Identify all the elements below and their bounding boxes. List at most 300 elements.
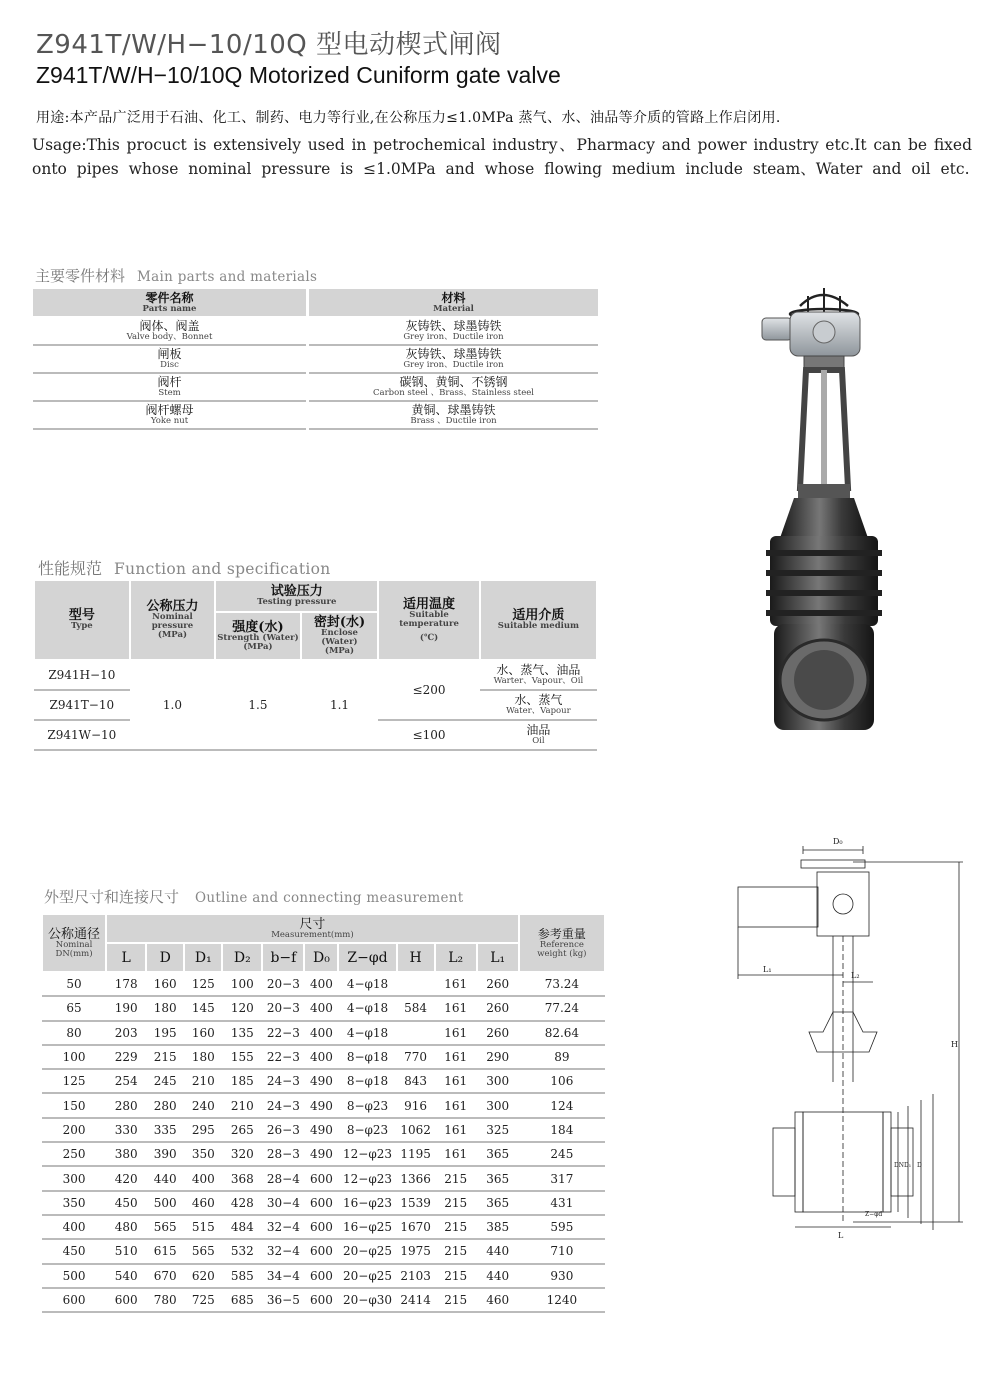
cell-dn: 350 bbox=[42, 1191, 106, 1215]
cell-l: 600 bbox=[106, 1288, 146, 1312]
cell-d2: 532 bbox=[222, 1239, 262, 1263]
dimensions-table bbox=[41, 913, 606, 1313]
cell-l: 178 bbox=[106, 972, 146, 996]
label-zphid: Z−φd bbox=[865, 1211, 883, 1218]
header-cn: 适用温度 bbox=[403, 596, 456, 612]
header-unit: (MPa) bbox=[243, 641, 273, 652]
col-header-zphid: Z−φd bbox=[338, 943, 396, 972]
func-section-title-cn: 性能规范 bbox=[38, 559, 103, 578]
header-cn: 尺寸 bbox=[299, 916, 326, 932]
header-cn: 零件名称 bbox=[145, 290, 194, 305]
medium-cell bbox=[480, 690, 597, 720]
cell-d: 780 bbox=[146, 1288, 184, 1312]
part-material-en: Grey iron、Ductile iron bbox=[403, 332, 504, 342]
func-header-testing bbox=[215, 580, 378, 612]
cell-l1: 325 bbox=[477, 1118, 519, 1142]
cell-l: 420 bbox=[106, 1166, 146, 1190]
cell-l2: 215 bbox=[435, 1288, 477, 1312]
cell-l: 229 bbox=[106, 1045, 146, 1069]
cell-d0: 490 bbox=[304, 1142, 338, 1166]
cell-h: 1975 bbox=[397, 1239, 435, 1263]
part-name-cn: 阀杆螺母 bbox=[145, 403, 194, 417]
table-row bbox=[42, 1021, 605, 1045]
cell-l1: 260 bbox=[477, 996, 519, 1020]
cell-d2: 585 bbox=[222, 1264, 262, 1288]
cell-d1: 160 bbox=[184, 1021, 222, 1045]
col-header-h: H bbox=[397, 943, 435, 972]
cell-dn: 400 bbox=[42, 1215, 106, 1239]
cell-h: 916 bbox=[397, 1093, 435, 1117]
part-name-en: Stem bbox=[158, 388, 181, 398]
cell-d0: 600 bbox=[304, 1191, 338, 1215]
cell-d0: 490 bbox=[304, 1093, 338, 1117]
type-cell: Z941W−10 bbox=[34, 720, 130, 750]
table-row bbox=[42, 1142, 605, 1166]
part-material-cn: 灰铸铁、球墨铸铁 bbox=[405, 319, 502, 333]
usage-text-en-line1: Usage:This procuct is extensively used in petrochemical industry、Pharmacy and power industry etc.It can be fixed bbox=[32, 136, 972, 154]
cell-weight: 82.64 bbox=[519, 1021, 605, 1045]
cell-h: 1366 bbox=[397, 1166, 435, 1190]
enclose-cell: 1.1 bbox=[301, 660, 379, 750]
header-cn: 材料 bbox=[441, 290, 466, 305]
label-l: L bbox=[838, 1231, 844, 1240]
header-en: Reference bbox=[539, 939, 584, 950]
cell-l: 540 bbox=[106, 1264, 146, 1288]
cell-d1: 295 bbox=[184, 1118, 222, 1142]
cell-d2: 120 bbox=[222, 996, 262, 1020]
cell-l1: 260 bbox=[477, 972, 519, 996]
cell-zphid: 8−φ23 bbox=[338, 1118, 396, 1142]
cell-d1: 210 bbox=[184, 1069, 222, 1093]
cell-d: 335 bbox=[146, 1118, 184, 1142]
cell-bf: 32−4 bbox=[262, 1239, 304, 1263]
parts-header-material bbox=[308, 289, 599, 317]
table-row bbox=[42, 1069, 605, 1093]
cell-d2: 210 bbox=[222, 1093, 262, 1117]
col-header-d1: D₁ bbox=[184, 943, 222, 972]
parts-header-name bbox=[33, 289, 308, 317]
cell-l2: 215 bbox=[435, 1191, 477, 1215]
dims-table-body bbox=[42, 972, 605, 1312]
table-row bbox=[42, 1215, 605, 1239]
table-row bbox=[33, 345, 598, 373]
cell-weight: 106 bbox=[519, 1069, 605, 1093]
cell-dn: 150 bbox=[42, 1093, 106, 1117]
cell-dn: 600 bbox=[42, 1288, 106, 1312]
label-d1: D₁ bbox=[904, 1162, 912, 1169]
cell-d: 500 bbox=[146, 1191, 184, 1215]
parts-section-title-en: Main parts and materials bbox=[137, 269, 318, 285]
cell-zphid: 8−φ18 bbox=[338, 1069, 396, 1093]
valve-photo bbox=[760, 288, 885, 733]
part-material-cell bbox=[308, 373, 599, 401]
header-cn: 适用介质 bbox=[512, 608, 565, 623]
cell-weight: 710 bbox=[519, 1239, 605, 1263]
part-name-cn: 阀杆 bbox=[157, 375, 182, 389]
cell-h bbox=[397, 1021, 435, 1045]
table-row bbox=[34, 660, 597, 690]
part-material-en: Carbon steel 、Brass、Stainless steel bbox=[373, 388, 534, 398]
cell-d1: 145 bbox=[184, 996, 222, 1020]
nominal-cell: 1.0 bbox=[130, 660, 216, 750]
table-row bbox=[42, 996, 605, 1020]
cell-d: 195 bbox=[146, 1021, 184, 1045]
cell-l1: 260 bbox=[477, 1021, 519, 1045]
header-en: Material bbox=[433, 303, 474, 314]
parts-section-title bbox=[35, 265, 317, 286]
medium-cn: 水、蒸气 bbox=[514, 693, 563, 707]
cell-zphid: 16−φ25 bbox=[338, 1215, 396, 1239]
cell-zphid: 12−φ23 bbox=[338, 1166, 396, 1190]
strength-cell: 1.5 bbox=[215, 660, 301, 750]
cell-dn: 80 bbox=[42, 1021, 106, 1045]
cell-h: 770 bbox=[397, 1045, 435, 1069]
cell-zphid: 16−φ23 bbox=[338, 1191, 396, 1215]
table-row bbox=[33, 317, 598, 345]
header-en: Nominal bbox=[55, 939, 93, 950]
cell-d1: 350 bbox=[184, 1142, 222, 1166]
cell-d2: 155 bbox=[222, 1045, 262, 1069]
part-name-cell bbox=[33, 373, 308, 401]
cell-bf: 36−5 bbox=[262, 1288, 304, 1312]
cell-zphid: 20−φ25 bbox=[338, 1239, 396, 1263]
cell-d2: 484 bbox=[222, 1215, 262, 1239]
cell-h: 2103 bbox=[397, 1264, 435, 1288]
cell-d: 565 bbox=[146, 1215, 184, 1239]
cell-zphid: 8−φ23 bbox=[338, 1093, 396, 1117]
func-header-type bbox=[34, 580, 130, 660]
cell-bf: 24−3 bbox=[262, 1069, 304, 1093]
header-en: Suitable temperature bbox=[399, 609, 459, 629]
cell-d2: 185 bbox=[222, 1069, 262, 1093]
label-dn: DN bbox=[894, 1162, 905, 1169]
part-name-cn: 闸板 bbox=[157, 347, 182, 361]
cell-bf: 22−3 bbox=[262, 1045, 304, 1069]
medium-en: Warter、Vapour、Oil bbox=[493, 676, 584, 686]
cell-weight: 77.24 bbox=[519, 996, 605, 1020]
cell-l: 190 bbox=[106, 996, 146, 1020]
cell-l2: 215 bbox=[435, 1239, 477, 1263]
medium-en: Oil bbox=[532, 736, 545, 746]
cell-d0: 600 bbox=[304, 1288, 338, 1312]
cell-l1: 365 bbox=[477, 1142, 519, 1166]
cell-d: 215 bbox=[146, 1045, 184, 1069]
header-cn: 强度(水) bbox=[232, 619, 284, 635]
cell-l: 280 bbox=[106, 1093, 146, 1117]
cell-l1: 365 bbox=[477, 1191, 519, 1215]
col-header-l: L bbox=[106, 943, 146, 972]
func-header-temp bbox=[378, 580, 480, 660]
table-row bbox=[42, 1045, 605, 1069]
medium-cell bbox=[480, 720, 597, 750]
cell-weight: 595 bbox=[519, 1215, 605, 1239]
cell-l1: 365 bbox=[477, 1166, 519, 1190]
part-material-cell bbox=[308, 345, 599, 373]
label-d0: D₀ bbox=[833, 837, 843, 846]
cell-h: 584 bbox=[397, 996, 435, 1020]
cell-d: 390 bbox=[146, 1142, 184, 1166]
cell-d: 615 bbox=[146, 1239, 184, 1263]
header-en: Strength (Water) bbox=[217, 632, 299, 643]
part-material-cn: 碳钢、黄铜、不锈钢 bbox=[399, 375, 508, 389]
dims-header-weight bbox=[519, 914, 605, 972]
func-header-strength bbox=[215, 612, 301, 660]
cell-d2: 135 bbox=[222, 1021, 262, 1045]
part-material-cell bbox=[308, 317, 599, 345]
table-row bbox=[42, 1288, 605, 1312]
cell-l1: 385 bbox=[477, 1215, 519, 1239]
header-en: Measurement(mm) bbox=[271, 929, 354, 940]
cell-l1: 460 bbox=[477, 1288, 519, 1312]
cell-l2: 161 bbox=[435, 1093, 477, 1117]
cell-bf: 26−3 bbox=[262, 1118, 304, 1142]
medium-cn: 油品 bbox=[526, 723, 551, 737]
cell-dn: 450 bbox=[42, 1239, 106, 1263]
cell-d0: 600 bbox=[304, 1239, 338, 1263]
parts-header-row bbox=[33, 289, 598, 317]
medium-cell bbox=[480, 660, 597, 690]
label-l1: L₁ bbox=[763, 965, 772, 974]
header-unit: (℃) bbox=[419, 632, 439, 643]
cell-weight: 930 bbox=[519, 1264, 605, 1288]
part-name-cell bbox=[33, 401, 308, 429]
dims-header-measurement bbox=[106, 914, 519, 943]
cell-h: 1062 bbox=[397, 1118, 435, 1142]
cell-dn: 500 bbox=[42, 1264, 106, 1288]
table-row bbox=[33, 401, 598, 429]
part-material-cn: 灰铸铁、球墨铸铁 bbox=[405, 347, 502, 361]
cell-d1: 240 bbox=[184, 1093, 222, 1117]
cell-l1: 290 bbox=[477, 1045, 519, 1069]
cell-bf: 28−3 bbox=[262, 1142, 304, 1166]
usage-text-cn: 用途:本产品广泛用于石油、化工、制药、电力等行业,在公称压力≤1.0MPa 蒸气、水、油品等介质的管路上作启闭用. bbox=[36, 110, 781, 126]
cell-l1: 440 bbox=[477, 1264, 519, 1288]
cell-d1: 725 bbox=[184, 1288, 222, 1312]
cell-bf: 32−4 bbox=[262, 1215, 304, 1239]
part-name-en: Disc bbox=[160, 360, 179, 370]
cell-d2: 685 bbox=[222, 1288, 262, 1312]
dimension-drawing bbox=[733, 832, 978, 1242]
func-header-nominal bbox=[130, 580, 216, 660]
cell-l: 510 bbox=[106, 1239, 146, 1263]
parts-table bbox=[33, 289, 598, 430]
cell-l2: 215 bbox=[435, 1166, 477, 1190]
func-header-medium bbox=[480, 580, 597, 660]
medium-en: Water、Vapour bbox=[506, 706, 571, 716]
cell-bf: 28−4 bbox=[262, 1166, 304, 1190]
part-name-en: Valve body、Bonnet bbox=[126, 332, 213, 342]
cell-d1: 515 bbox=[184, 1215, 222, 1239]
cell-d: 440 bbox=[146, 1166, 184, 1190]
type-cell: Z941T−10 bbox=[34, 690, 130, 720]
table-row bbox=[42, 1093, 605, 1117]
cell-l: 254 bbox=[106, 1069, 146, 1093]
table-row bbox=[42, 1191, 605, 1215]
header-en: Nominal pressure bbox=[151, 612, 194, 631]
header-en: DN(mm) bbox=[55, 948, 93, 959]
label-l2: L₂ bbox=[851, 971, 860, 980]
cell-dn: 65 bbox=[42, 996, 106, 1020]
col-header-l1: L₁ bbox=[477, 943, 519, 972]
cell-zphid: 4−φ18 bbox=[338, 972, 396, 996]
cell-l2: 161 bbox=[435, 1045, 477, 1069]
header-unit: (MPa) bbox=[157, 630, 187, 640]
usage-text-en-line2: onto pipes whose nominal pressure is ≤1.0MPa and whose flowing medium include steam、Water and oil etc. bbox=[32, 160, 970, 178]
page-title-en: Z941T/W/H−10/10Q Motorized Cuniform gate valve bbox=[36, 62, 561, 88]
cell-d2: 320 bbox=[222, 1142, 262, 1166]
table-row bbox=[42, 1118, 605, 1142]
cell-zphid: 20−φ25 bbox=[338, 1264, 396, 1288]
cell-d1: 125 bbox=[184, 972, 222, 996]
cell-h: 843 bbox=[397, 1069, 435, 1093]
header-cn: 公称压力 bbox=[146, 599, 199, 614]
col-header-bf: b−f bbox=[262, 943, 304, 972]
dims-section-title-en: Outline and connecting measurement bbox=[195, 890, 464, 906]
part-material-en: Brass 、Ductile iron bbox=[410, 416, 497, 426]
part-material-cell bbox=[308, 401, 599, 429]
func-section-title-en: Function and specification bbox=[114, 560, 331, 578]
cell-d1: 180 bbox=[184, 1045, 222, 1069]
temp-cell: ≤100 bbox=[378, 720, 480, 750]
cell-l2: 161 bbox=[435, 1021, 477, 1045]
cell-zphid: 20−φ30 bbox=[338, 1288, 396, 1312]
part-name-en: Yoke nut bbox=[150, 416, 189, 426]
cell-d: 160 bbox=[146, 972, 184, 996]
func-header-row-1 bbox=[34, 580, 597, 612]
cell-d: 280 bbox=[146, 1093, 184, 1117]
cell-zphid: 4−φ18 bbox=[338, 996, 396, 1020]
temp-cell: ≤200 bbox=[378, 660, 480, 720]
dims-header-dn bbox=[42, 914, 106, 972]
part-name-cell bbox=[33, 345, 308, 373]
cell-h bbox=[397, 972, 435, 996]
cell-zphid: 4−φ18 bbox=[338, 1021, 396, 1045]
cell-l2: 161 bbox=[435, 1118, 477, 1142]
header-cn: 密封(水) bbox=[313, 615, 366, 630]
cell-zphid: 8−φ18 bbox=[338, 1045, 396, 1069]
part-material-cn: 黄铜、球墨铸铁 bbox=[411, 403, 496, 417]
cell-h: 1539 bbox=[397, 1191, 435, 1215]
cell-weight: 245 bbox=[519, 1142, 605, 1166]
cell-d2: 428 bbox=[222, 1191, 262, 1215]
part-name-cn: 阀体、阀盖 bbox=[139, 319, 200, 333]
cell-d2: 368 bbox=[222, 1166, 262, 1190]
cell-d: 245 bbox=[146, 1069, 184, 1093]
cell-h: 2414 bbox=[397, 1288, 435, 1312]
cell-d0: 600 bbox=[304, 1166, 338, 1190]
cell-l: 330 bbox=[106, 1118, 146, 1142]
header-en: Parts name bbox=[142, 303, 197, 314]
header-cn: 试验压力 bbox=[270, 584, 323, 599]
cell-weight: 89 bbox=[519, 1045, 605, 1069]
cell-l2: 161 bbox=[435, 972, 477, 996]
cell-weight: 124 bbox=[519, 1093, 605, 1117]
part-name-cell bbox=[33, 317, 308, 345]
cell-d1: 620 bbox=[184, 1264, 222, 1288]
cell-l2: 161 bbox=[435, 1142, 477, 1166]
header-cn: 公称通径 bbox=[48, 926, 101, 942]
header-cn: 型号 bbox=[68, 608, 95, 623]
header-en: Enclose (Water) bbox=[321, 628, 358, 647]
col-header-d: D bbox=[146, 943, 184, 972]
cell-d0: 600 bbox=[304, 1215, 338, 1239]
header-en: Suitable medium bbox=[497, 621, 580, 631]
page-title-cn: Z941T/W/H−10/10Q 型电动楔式闸阀 bbox=[36, 30, 502, 60]
cell-l1: 440 bbox=[477, 1239, 519, 1263]
header-unit: (MPa) bbox=[324, 646, 355, 656]
dims-section-title bbox=[44, 886, 464, 907]
cell-bf: 24−3 bbox=[262, 1093, 304, 1117]
cell-dn: 200 bbox=[42, 1118, 106, 1142]
cell-d2: 265 bbox=[222, 1118, 262, 1142]
cell-l: 450 bbox=[106, 1191, 146, 1215]
table-row bbox=[42, 1264, 605, 1288]
cell-bf: 30−4 bbox=[262, 1191, 304, 1215]
cell-zphid: 12−φ23 bbox=[338, 1142, 396, 1166]
cell-weight: 431 bbox=[519, 1191, 605, 1215]
cell-l1: 300 bbox=[477, 1093, 519, 1117]
header-en: Testing pressure bbox=[257, 597, 337, 607]
cell-bf: 20−3 bbox=[262, 972, 304, 996]
cell-l2: 215 bbox=[435, 1215, 477, 1239]
table-row bbox=[33, 373, 598, 401]
table-row bbox=[42, 1239, 605, 1263]
cell-h: 1670 bbox=[397, 1215, 435, 1239]
type-cell: Z941H−10 bbox=[34, 660, 130, 690]
cell-d0: 600 bbox=[304, 1264, 338, 1288]
header-en: Type bbox=[71, 621, 93, 631]
table-row bbox=[42, 972, 605, 996]
cell-bf: 22−3 bbox=[262, 1021, 304, 1045]
cell-dn: 50 bbox=[42, 972, 106, 996]
dims-section-title-cn: 外型尺寸和连接尺寸 bbox=[44, 888, 180, 906]
cell-l: 203 bbox=[106, 1021, 146, 1045]
cell-bf: 20−3 bbox=[262, 996, 304, 1020]
header-en: weight (kg) bbox=[537, 948, 587, 959]
func-header-enclose bbox=[301, 612, 379, 660]
cell-d0: 400 bbox=[304, 1045, 338, 1069]
cell-l2: 161 bbox=[435, 1069, 477, 1093]
cell-d0: 490 bbox=[304, 1069, 338, 1093]
col-header-d2: D₂ bbox=[222, 943, 262, 972]
cell-d0: 400 bbox=[304, 996, 338, 1020]
cell-d0: 400 bbox=[304, 972, 338, 996]
cell-bf: 34−4 bbox=[262, 1264, 304, 1288]
cell-dn: 100 bbox=[42, 1045, 106, 1069]
cell-dn: 250 bbox=[42, 1142, 106, 1166]
cell-h: 1195 bbox=[397, 1142, 435, 1166]
function-table bbox=[33, 579, 598, 751]
cell-d: 180 bbox=[146, 996, 184, 1020]
cell-d0: 400 bbox=[304, 1021, 338, 1045]
label-d: D bbox=[917, 1162, 922, 1169]
table-row bbox=[42, 1166, 605, 1190]
col-header-l2: L₂ bbox=[435, 943, 477, 972]
cell-d2: 100 bbox=[222, 972, 262, 996]
cell-dn: 300 bbox=[42, 1166, 106, 1190]
parts-section-title-cn: 主要零件材料 bbox=[35, 267, 126, 285]
cell-d1: 565 bbox=[184, 1239, 222, 1263]
cell-weight: 184 bbox=[519, 1118, 605, 1142]
cell-weight: 317 bbox=[519, 1166, 605, 1190]
cell-dn: 125 bbox=[42, 1069, 106, 1093]
cell-d: 670 bbox=[146, 1264, 184, 1288]
header-cn: 参考重量 bbox=[537, 926, 586, 941]
cell-l: 480 bbox=[106, 1215, 146, 1239]
cell-d1: 400 bbox=[184, 1166, 222, 1190]
col-header-d0: D₀ bbox=[304, 943, 338, 972]
cell-l: 380 bbox=[106, 1142, 146, 1166]
